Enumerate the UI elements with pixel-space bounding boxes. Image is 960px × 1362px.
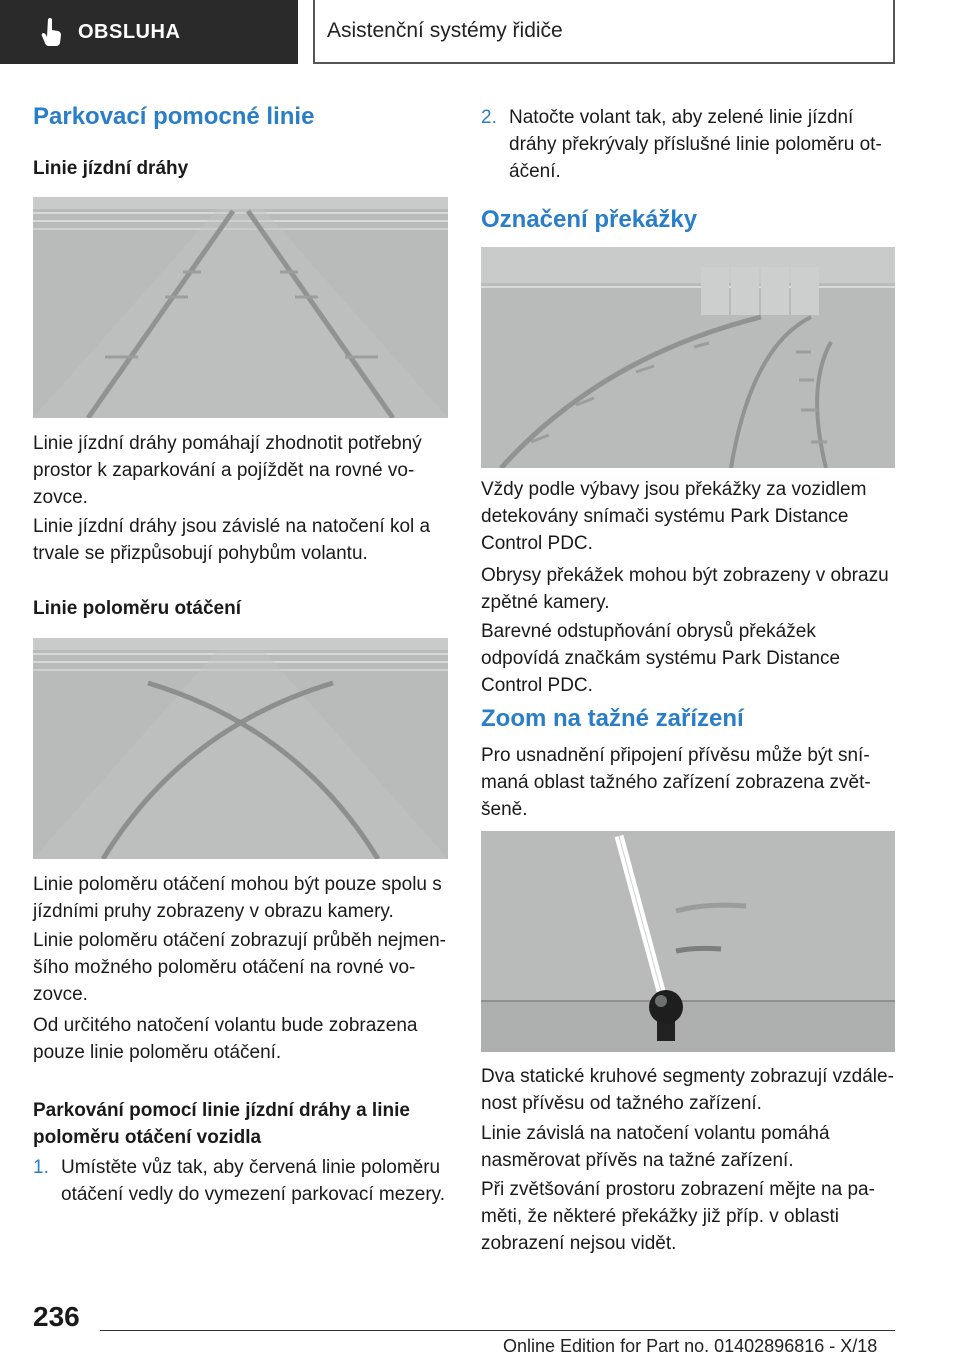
paragraph: Linie poloměru otáčení mohou být pouze spolu s jízdními pruhy zobrazeny v obrazu kamery. [33,874,442,922]
paragraph: Od určitého natočení volantu bude zobrazena pouze linie poloměru otáčení. [33,1015,418,1063]
turning-radius-image [33,638,448,859]
subheading-driving-lines: Linie jízdní dráhy [33,158,189,179]
section-heading: Parkovací pomocné linie [33,103,315,130]
section-tab [0,0,298,64]
paragraph: Linie jízdní dráhy jsou závislé na natočení kol a trvale se přizpůsobují pohybům volantu. [33,516,431,564]
footer-divider [100,1330,895,1331]
subheading-parking-procedure: Parkování pomocí linie jízdní dráhy a linie poloměru otáčení vozidla [33,1100,410,1148]
paragraph: Pro usnadnění připojení přívěsu může být snímaná oblast tažného zařízení zobrazena zvětšeně. [481,745,871,820]
section-heading: Označení překážky [481,206,698,233]
paragraph: Linie poloměru otáčení zobrazují průběh nejmenšího možného poloměru otáčení na rovné vozovce. [33,930,446,1005]
list-text: Umístěte vůz tak, aby červená linie poloměru otáčení vedly do vymezení parkovací mezery. [61,1157,446,1205]
page-number: 236 [33,1301,80,1332]
list-text: Natočte volant tak, aby zelené linie jízdní dráhy překrývaly příslušné linie poloměru otáčení. [509,107,882,182]
paragraph: Dva statické kruhové segmenty zobrazují vzdálenost přívěsu od tažného zařízení. [481,1066,894,1114]
paragraph: Při zvětšování prostoru zobrazení mějte na paměti, že některé překážky již příp. v oblasti zobrazení nejsou vidět. [481,1179,875,1254]
chapter-box [313,0,895,64]
edition-note: Online Edition for Part no. 01402896816 - X/18 [503,1336,878,1356]
tow-hitch-zoom-image [481,831,895,1052]
paragraph: Vždy podle výbavy jsou překážky za vozidlem detekovány snímači systému Park Distance Control PDC. [481,479,867,554]
paragraph: Barevné odstupňování obrysů překážek odpovídá značkám systému Park Distance Control PDC. [481,621,841,696]
list-number: 1. [33,1157,49,1178]
section-title: OBSLUHA [78,20,181,43]
obstacle-marking-image [481,247,895,468]
list-item [33,1154,448,1210]
subheading-turning-radius: Linie poloměru otáčení [33,598,241,619]
driving-lines-image [33,197,448,418]
paragraph: Linie jízdní dráhy pomáhají zhodnotit potřebný prostor k zaparkování a pojíždět na rovné vozovce. [33,433,422,508]
paragraph: Linie závislá na natočení volantu pomáhá nasměrovat přívěs na tažné zařízení. [481,1123,830,1171]
paragraph: Obrysy překážek mohou být zobrazeny v obrazu zpětné kamery. [481,565,889,613]
list-number: 2. [481,107,497,128]
hand-pointer-icon [40,17,64,47]
section-heading: Zoom na tažné zařízení [481,705,744,732]
chapter-title: Asistenční systémy řidiče [327,19,563,42]
list-item [481,104,896,188]
